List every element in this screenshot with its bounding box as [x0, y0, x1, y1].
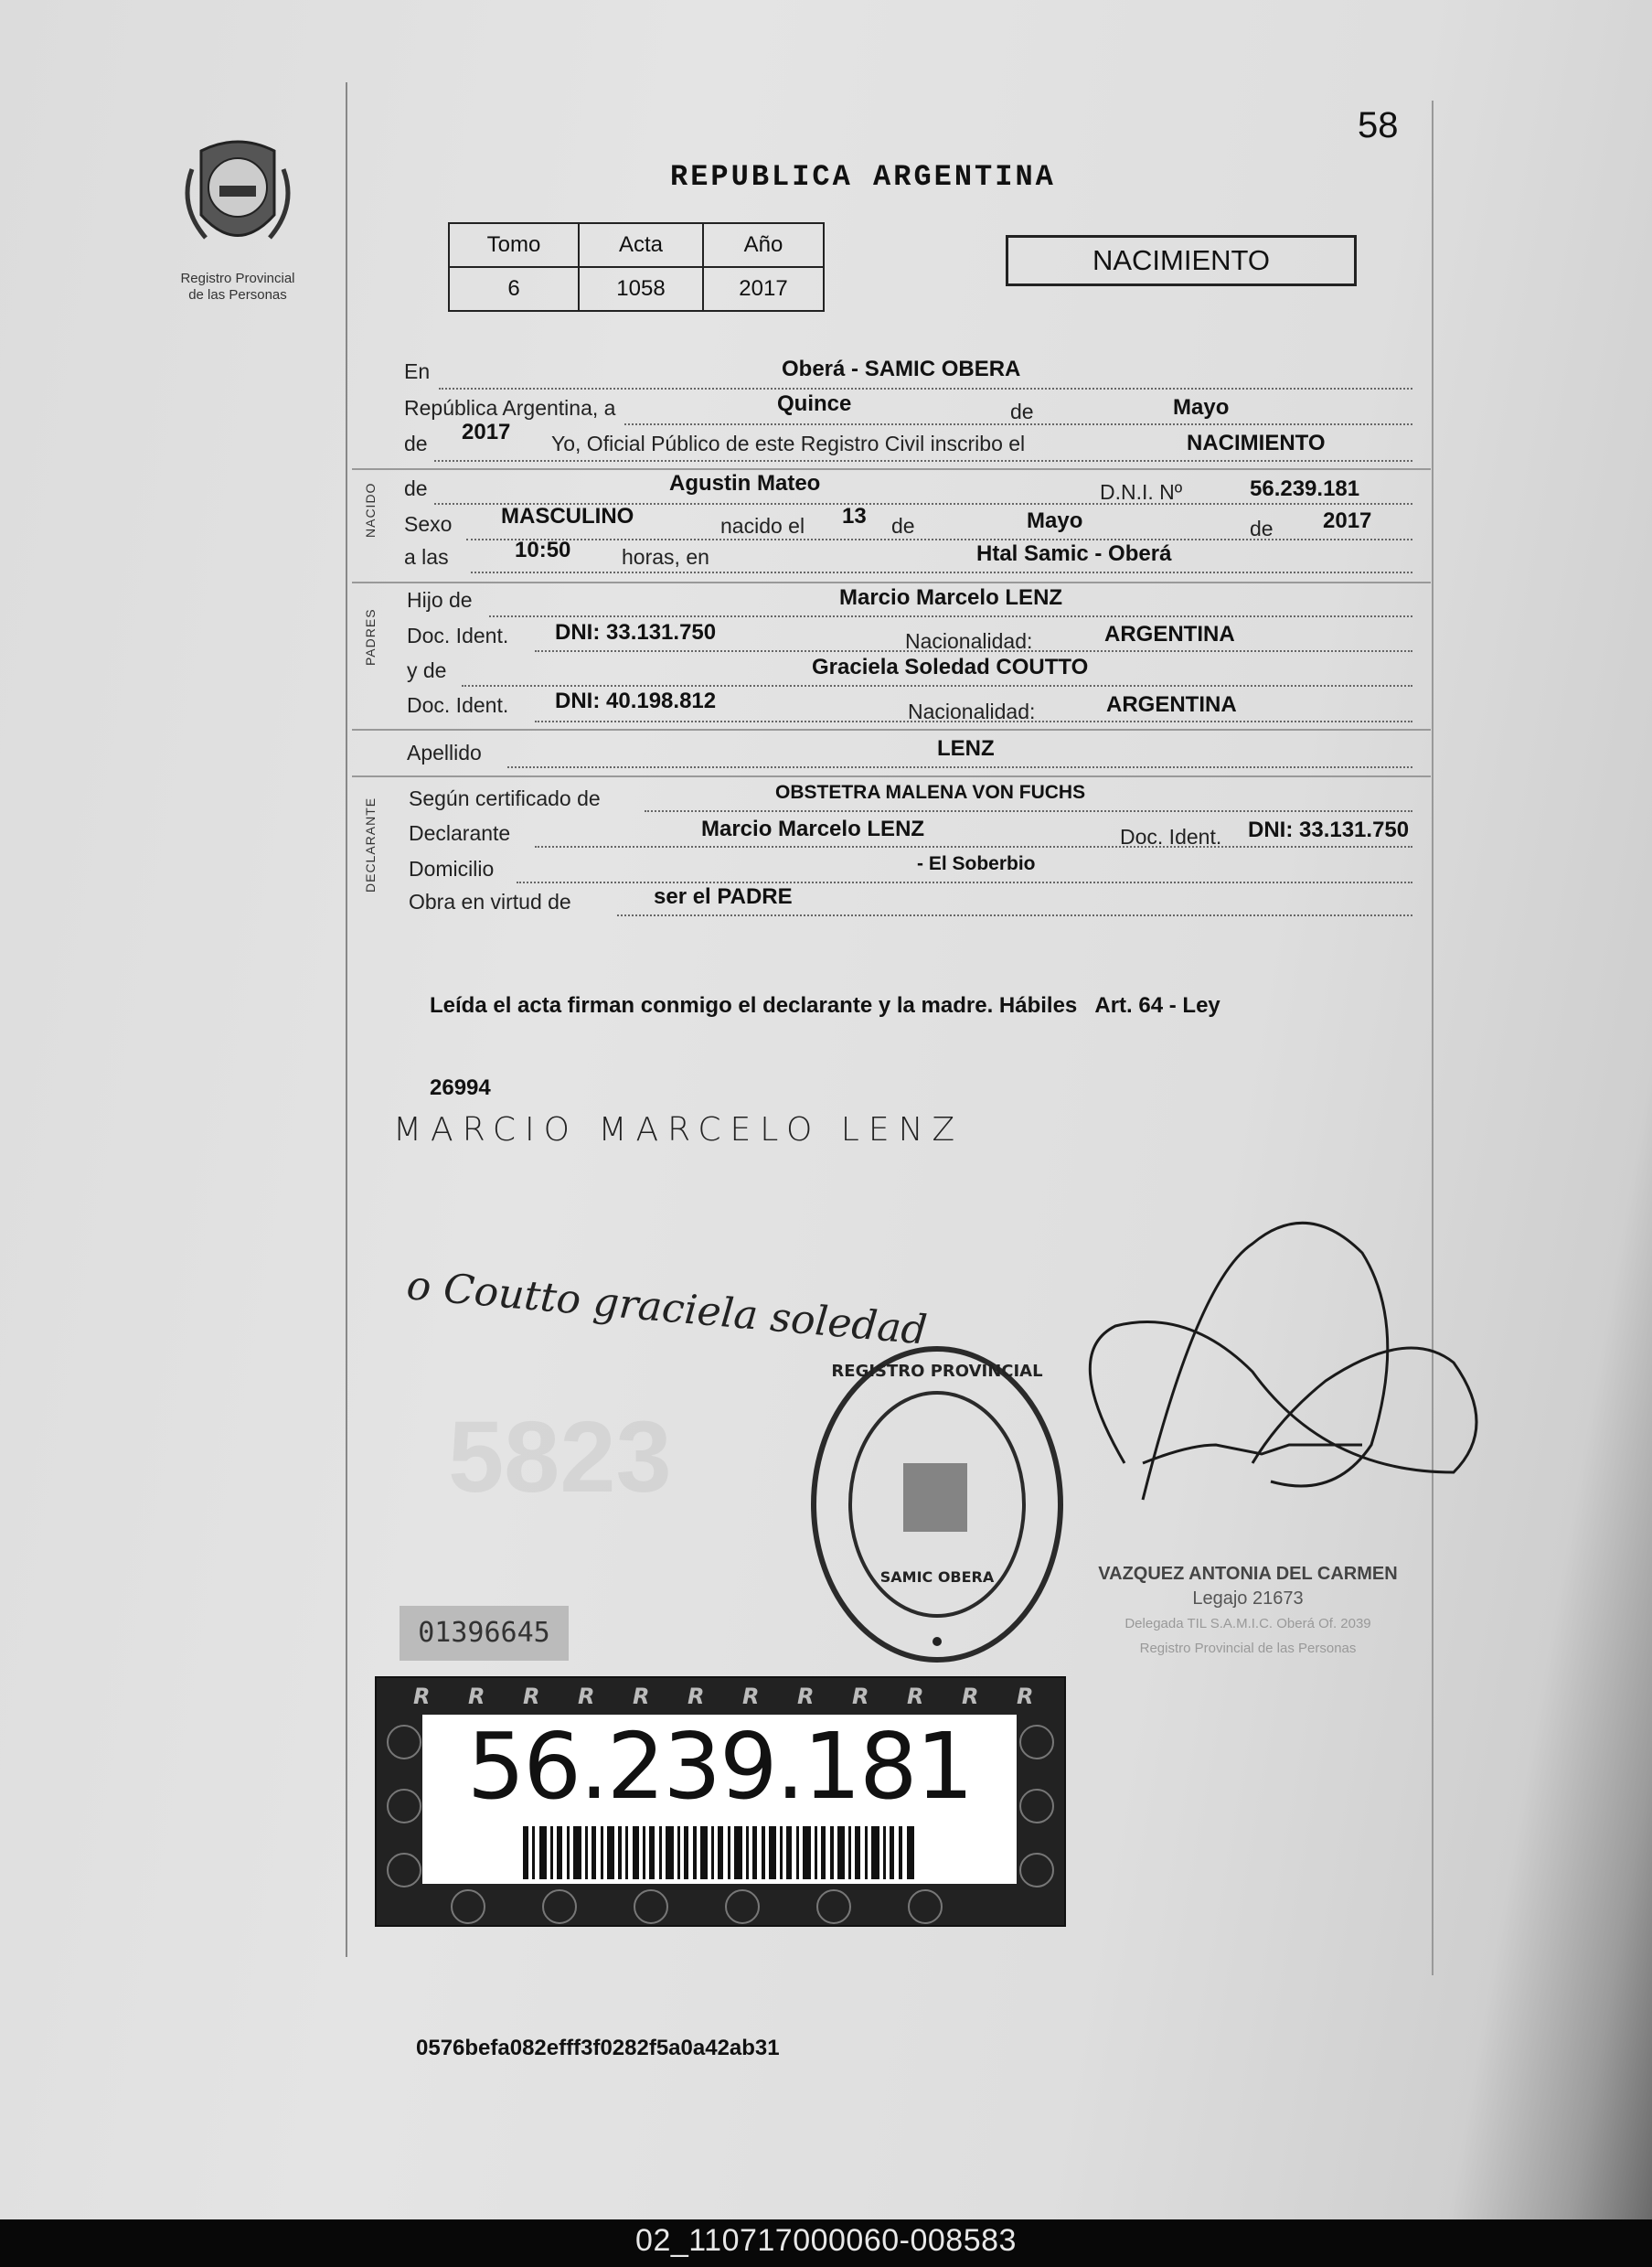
dotted-line — [471, 572, 1412, 573]
side-label-declarante: DECLARANTE — [363, 797, 378, 893]
label-y-de: y de — [407, 658, 447, 682]
official-signature — [978, 1171, 1508, 1555]
page-number: 58 — [1358, 105, 1399, 145]
barcode-icon — [523, 1826, 916, 1879]
id-sticker — [375, 1676, 1066, 1927]
side-label-nacido: NACIDO — [363, 482, 378, 538]
hash-code: 0576befa082efff3f0282f5a0a42ab31 — [416, 2036, 780, 2060]
value-dia-texto: Quince — [777, 391, 852, 416]
value-domicilio: - El Soberbio — [917, 853, 1036, 874]
value-certificado: OBSTETRA MALENA VON FUCHS — [775, 782, 1086, 803]
value-nombre: Agustin Mateo — [669, 471, 821, 496]
value-mes: Mayo — [1173, 395, 1230, 420]
label-de: de — [1010, 400, 1034, 423]
label-sexo: Sexo — [404, 512, 453, 536]
value-madre-doc: DNI: 40.198.812 — [555, 689, 717, 713]
handwritten-signature-father: MARCIO MARCELO LENZ — [393, 1111, 965, 1149]
footer-bar — [0, 2219, 1652, 2267]
dotted-line — [617, 914, 1412, 916]
value-madre: Graciela Soledad COUTTO — [812, 655, 1089, 679]
table-value-acta: 1058 — [579, 267, 703, 311]
value-anio-nac: 2017 — [1323, 508, 1372, 533]
label-republica: República Argentina, a — [404, 396, 616, 420]
footer-id: 02_110717000060-008583 — [635, 2223, 1017, 2258]
dotted-line — [439, 388, 1412, 390]
registry-caption-line1: Registro Provincial — [180, 271, 295, 286]
svg-text:SAMIC OBERA: SAMIC OBERA — [879, 1568, 995, 1586]
svg-text:R: R — [852, 1684, 869, 1709]
dotted-line — [434, 460, 1412, 462]
official-stamp-text — [1056, 1562, 1440, 1661]
value-padre-doc: DNI: 33.131.750 — [555, 620, 717, 645]
dotted-line — [489, 615, 1412, 617]
registry-caption — [137, 271, 338, 304]
value-mes-nac: Mayo — [1027, 508, 1083, 533]
value-sexo: MASCULINO — [501, 504, 634, 529]
table-header-tomo: Tomo — [449, 223, 579, 267]
label-obra: Obra en virtud de — [409, 890, 571, 914]
table-header-acta: Acta — [579, 223, 703, 267]
section-divider — [352, 729, 1431, 731]
value-anio: 2017 — [462, 420, 511, 444]
svg-text:R: R — [797, 1684, 815, 1709]
value-lugar: Oberá - SAMIC OBERA — [782, 357, 1021, 381]
dotted-line — [645, 810, 1412, 812]
value-apellido: LENZ — [937, 736, 995, 761]
label-de-nombre: de — [404, 476, 428, 500]
closing-text-line1: Leída el acta firman conmigo el declarante y la madre. Hábiles Art. 64 - Ley — [430, 993, 1220, 1018]
label-a-las: a las — [404, 545, 449, 569]
provincial-seal-icon — [174, 133, 302, 261]
dotted-line — [462, 685, 1412, 687]
label-segun: Según certificado de — [409, 786, 601, 810]
label-en: En — [404, 359, 431, 383]
section-divider — [352, 468, 1431, 470]
section-divider — [352, 775, 1431, 777]
value-hora: 10:50 — [515, 538, 571, 562]
svg-text:R: R — [962, 1684, 979, 1709]
right-margin-line — [1432, 101, 1434, 1975]
sticker-number: 56.239.181 — [466, 1713, 973, 1820]
serial-stamp: 01396645 — [400, 1606, 569, 1661]
label-hijo-de: Hijo de — [407, 588, 473, 612]
label-yo: Yo, Oficial Público de este Registro Civil inscribo el — [551, 432, 1026, 455]
country-heading: REPUBLICA ARGENTINA — [670, 160, 1056, 194]
registry-caption-line2: de las Personas — [188, 287, 287, 303]
label-de-mes: de — [891, 514, 915, 538]
handwritten-signature-mother: o Coutto graciela soledad — [404, 1262, 930, 1354]
label-domicilio: Domicilio — [409, 857, 495, 881]
value-obra: ser el PADRE — [654, 884, 793, 909]
svg-text:R: R — [413, 1684, 431, 1709]
official-stamp-line4: Registro Provincial de las Personas — [1139, 1641, 1357, 1656]
dotted-line — [517, 882, 1412, 883]
svg-text:R: R — [1017, 1684, 1034, 1709]
label-dni: D.N.I. Nº — [1100, 480, 1183, 504]
label-nacionalidad-madre: Nacionalidad: — [908, 700, 1036, 723]
value-lugar-nac: Htal Samic - Oberá — [976, 541, 1172, 566]
dotted-line — [535, 846, 1412, 848]
official-legajo: Legajo 21673 — [1192, 1588, 1304, 1609]
table-value-anio: 2017 — [703, 267, 824, 311]
official-stamp-line3: Delegada TIL S.A.M.I.C. Oberá Of. 2039 — [1124, 1616, 1371, 1631]
label-nacido-el: nacido el — [720, 514, 805, 538]
svg-text:R: R — [578, 1684, 595, 1709]
label-doc-ident-madre: Doc. Ident. — [407, 693, 509, 717]
margin-line — [346, 82, 347, 1957]
sticker-label — [422, 1715, 1017, 1884]
record-table — [448, 222, 825, 312]
svg-text:R: R — [523, 1684, 540, 1709]
value-declarante: Marcio Marcelo LENZ — [701, 817, 925, 841]
svg-text:REGISTRO PROVINCIAL: REGISTRO PROVINCIAL — [831, 1362, 1043, 1381]
svg-text:R: R — [687, 1684, 705, 1709]
closing-text-line2: 26994 — [430, 1075, 491, 1100]
side-label-padres: PADRES — [363, 608, 378, 666]
value-madre-nac: ARGENTINA — [1106, 692, 1237, 717]
value-dni: 56.239.181 — [1250, 476, 1360, 501]
svg-text:R: R — [633, 1684, 650, 1709]
label-de-anio: de — [404, 432, 428, 455]
label-doc-ident-declarante: Doc. Ident. — [1120, 825, 1222, 849]
record-type-box: NACIMIENTO — [1006, 235, 1357, 286]
value-dia: 13 — [842, 504, 867, 529]
label-horas-en: horas, en — [622, 545, 709, 569]
registry-logo — [174, 133, 302, 261]
label-doc-ident-padre: Doc. Ident. — [407, 624, 509, 647]
dotted-line — [507, 766, 1412, 768]
value-declarante-doc: DNI: 33.131.750 — [1248, 818, 1410, 842]
svg-text:R: R — [907, 1684, 924, 1709]
label-apellido: Apellido — [407, 741, 482, 765]
value-acto: NACIMIENTO — [1187, 431, 1326, 455]
label-de-anio-nac: de — [1250, 517, 1274, 540]
svg-text:R: R — [468, 1684, 485, 1709]
official-name: VAZQUEZ ANTONIA DEL CARMEN — [1098, 1564, 1398, 1584]
value-padre-nac: ARGENTINA — [1104, 622, 1235, 647]
label-nacionalidad-padre: Nacionalidad: — [905, 629, 1033, 653]
table-header-anio: Año — [703, 223, 824, 267]
svg-text:R: R — [742, 1684, 760, 1709]
label-declarante: Declarante — [409, 821, 511, 845]
ghost-print: 5823 — [448, 1401, 672, 1513]
value-padre: Marcio Marcelo LENZ — [839, 585, 1063, 610]
table-value-tomo: 6 — [449, 267, 579, 311]
section-divider — [352, 582, 1431, 583]
